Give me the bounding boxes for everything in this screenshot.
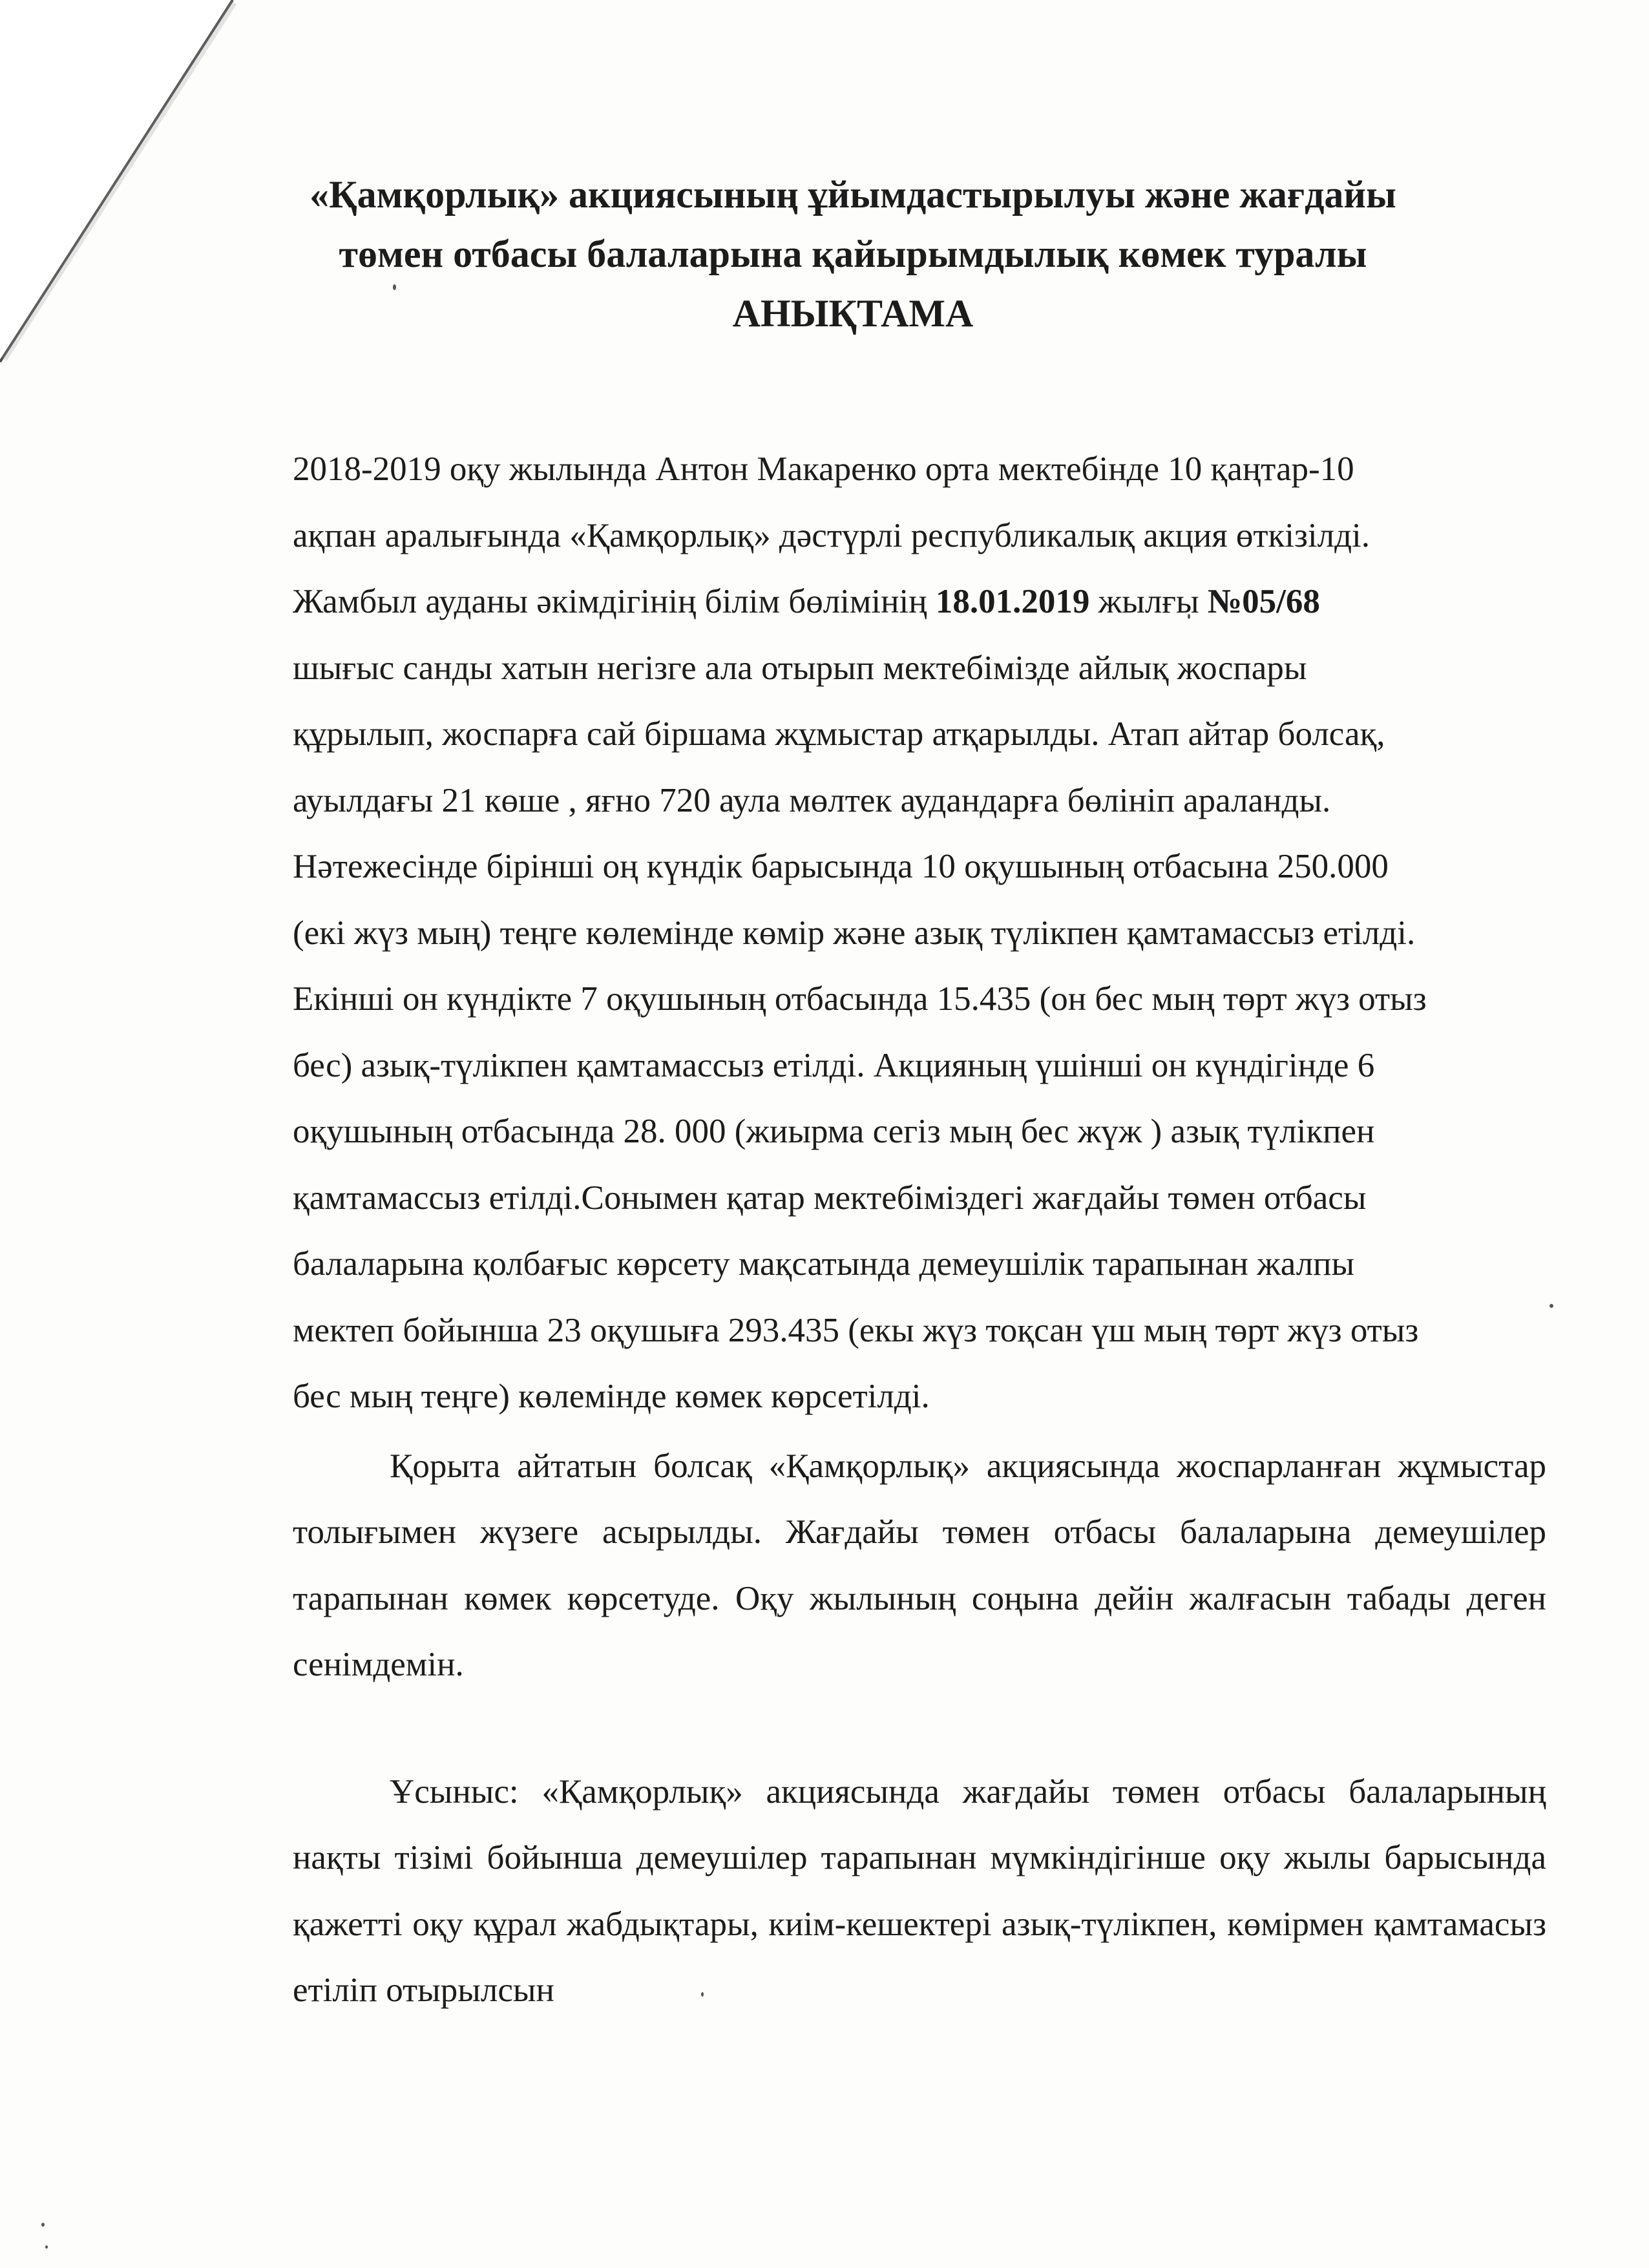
letter-number: №05/68 bbox=[1207, 583, 1320, 620]
title-line-2: төмен отбасы балаларына қайырымдылық көмек туралы bbox=[339, 233, 1367, 275]
text-segment: Жамбыл ауданы әкімдігінің білім бөлімінің bbox=[293, 583, 927, 620]
paragraph-report bbox=[293, 436, 1546, 1430]
scan-speck bbox=[1549, 1304, 1553, 1308]
text-line: (екі жүз мың) теңге көлемінде көмір және азық түлікпен қамтамассыз етілді. bbox=[293, 914, 1416, 952]
paragraph-recommendation bbox=[293, 1759, 1546, 2024]
text-line: балаларына қолбағыс көрсету мақсатында демеушілік тарапынан жалпы bbox=[293, 1245, 1355, 1283]
scan-speck bbox=[41, 2223, 45, 2227]
conclusion-text: Қорыта айтатын болсақ «Қамқорлық» акциясында жоспарланған жұмыстар толығымен жүзеге асырылды. Жағдайы төмен отбасы балаларына демеушілер тарапынан көмек көрсетуде. Оқу жылының соңына дейін жалғасын табады деген сенімдемін. bbox=[293, 1447, 1546, 1683]
text-line: Екінші он күндікте 7 оқушының отбасында 15.435 (он бес мың төрт жүз отыз bbox=[293, 980, 1427, 1018]
document-title bbox=[194, 165, 1512, 343]
letter-date: 18.01.2019 bbox=[935, 583, 1090, 620]
text-line-with-reference bbox=[293, 569, 1546, 635]
text-line: шығыс санды хатын негізге ала отырып мектебімізде айлық жоспары bbox=[293, 649, 1307, 687]
title-line-3: АНЫҚТАМА bbox=[732, 292, 974, 335]
text-line: оқушының отбасында 28. 000 (жиырма сегіз мың бес жүж ) азық түлікпен bbox=[293, 1113, 1375, 1150]
text-line: мектеп бойынша 23 оқушыға 293.435 (екы жүз тоқсан үш мың төрт жүз отыз bbox=[293, 1311, 1419, 1349]
title-line-1: «Қамқорлық» акциясының ұйымдастырылуы және жағдайы bbox=[310, 173, 1396, 216]
text-line: бес) азық-түлікпен қамтамассыз етілді. Акцияның үшінші он күндігінде 6 bbox=[293, 1046, 1375, 1084]
text-line: Нәтежесінде бірінші оң күндік барысында 10 оқушының отбасына 250.000 bbox=[293, 848, 1389, 885]
text-line: ауылдағы 21 көше , яғно 720 аула мөлтек аудандарға бөлініп араланды. bbox=[293, 781, 1331, 819]
paragraph-conclusion bbox=[293, 1433, 1546, 1698]
text-line: бес мың теңге) көлемінде көмек көрсетілді. bbox=[293, 1378, 930, 1415]
text-line: қамтамассыз етілді.Сонымен қатар мектебіміздегі жағдайы төмен отбасы bbox=[293, 1179, 1367, 1217]
recommendation-text: Ұсыныс: «Қамқорлық» акциясында жағдайы төмен отбасы балаларының нақты тізімі бойынша демеушілер тарапынан мүмкіндігінше оқу жылы барысында қажетті оқу құрал жабдықтары, киім-кешектері азық-түлікпен, көмірмен қамтамасыз етіліп отырылсын bbox=[293, 1772, 1546, 2009]
text-line: 2018-2019 оқу жылында Антон Макаренко орта мектебінде 10 қаңтар-10 bbox=[293, 450, 1354, 488]
text-segment: жылғы bbox=[1089, 583, 1208, 620]
text-line: құрылып, жоспарға сай біршама жұмыстар атқарылды. Атап айтар болсақ, bbox=[293, 715, 1385, 753]
scan-speck bbox=[45, 2245, 48, 2249]
text-line: ақпан аралығында «Қамқорлық» дәстүрлі республикалық акция өткізілді. bbox=[293, 516, 1371, 554]
document-body bbox=[293, 436, 1546, 2024]
